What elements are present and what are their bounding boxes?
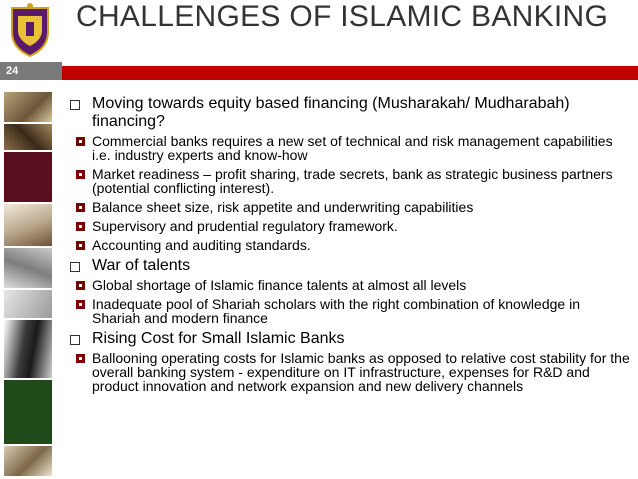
sub-bullet (70, 200, 630, 214)
sub-bullet-text: Balance sheet size, risk appetite and underwriting capabilities (92, 199, 474, 215)
decor-tile (4, 152, 52, 202)
decor-tile (4, 320, 52, 378)
sub-bullet-list (70, 278, 630, 325)
decor-tile (4, 92, 52, 122)
bullet-text: War of talents (92, 257, 191, 274)
filled-square-bullet-icon (76, 203, 85, 212)
page-title: CHALLENGES OF ISLAMIC BANKING (76, 0, 609, 33)
hollow-square-bullet-icon (70, 335, 80, 345)
sub-bullet-text: Accounting and auditing standards. (92, 237, 311, 253)
sub-bullet (70, 238, 630, 252)
bullet-text: Rising Cost for Small Islamic Banks (92, 330, 345, 347)
sub-bullet-list (70, 134, 630, 252)
decor-tile (4, 446, 52, 476)
logo-area (0, 0, 62, 62)
slide-number: 24 (0, 62, 62, 80)
filled-square-bullet-icon (76, 281, 85, 290)
sub-bullet (70, 297, 630, 325)
sub-bullet-list (70, 351, 630, 393)
bullet-text: Moving towards equity based financing (Musharakah/ Mudharabah) financing? (92, 95, 570, 130)
title-accent-bar (62, 66, 638, 80)
bullet-point (70, 257, 630, 275)
filled-square-bullet-icon (76, 354, 85, 363)
decor-tile (4, 248, 52, 288)
filled-square-bullet-icon (76, 241, 85, 250)
sub-bullet-text: Global shortage of Islamic finance talents at almost all levels (92, 277, 467, 293)
decorative-image-strip (0, 88, 54, 479)
sub-bullet (70, 219, 630, 233)
sub-bullet-text: Inadequate pool of Shariah scholars with the right combination of knowledge in Shariah and modern finance (92, 296, 580, 326)
sub-bullet-text: Supervisory and prudential regulatory framework. (92, 218, 398, 234)
sub-bullet (70, 278, 630, 292)
slide-content (70, 93, 630, 398)
sub-bullet-text: Market readiness – profit sharing, trade secrets, bank as strategic business partners (potential conflicting interest). (92, 166, 613, 196)
decor-tile (4, 204, 52, 246)
sub-bullet-text: Commercial banks requires a new set of technical and risk management capabilities i.e. industry experts and know-how (92, 133, 613, 163)
bullet-point (70, 95, 630, 131)
filled-square-bullet-icon (76, 300, 85, 309)
sub-bullet (70, 134, 630, 162)
sub-bullet-text: Ballooning operating costs for Islamic banks as opposed to relative cost stability for the overall banking system - expenditure on IT infrastructure, expenses for R&D and product innovation and network expansion and new delivery channels (92, 350, 630, 394)
decor-tile (4, 124, 52, 150)
filled-square-bullet-icon (76, 222, 85, 231)
decor-tile (4, 380, 52, 444)
sub-bullet (70, 351, 630, 393)
hollow-square-bullet-icon (70, 262, 80, 272)
decor-tile (4, 290, 52, 318)
university-crest-icon (8, 2, 52, 58)
hollow-square-bullet-icon (70, 100, 80, 110)
sub-bullet (70, 167, 630, 195)
filled-square-bullet-icon (76, 137, 85, 146)
bullet-point (70, 330, 630, 348)
filled-square-bullet-icon (76, 170, 85, 179)
